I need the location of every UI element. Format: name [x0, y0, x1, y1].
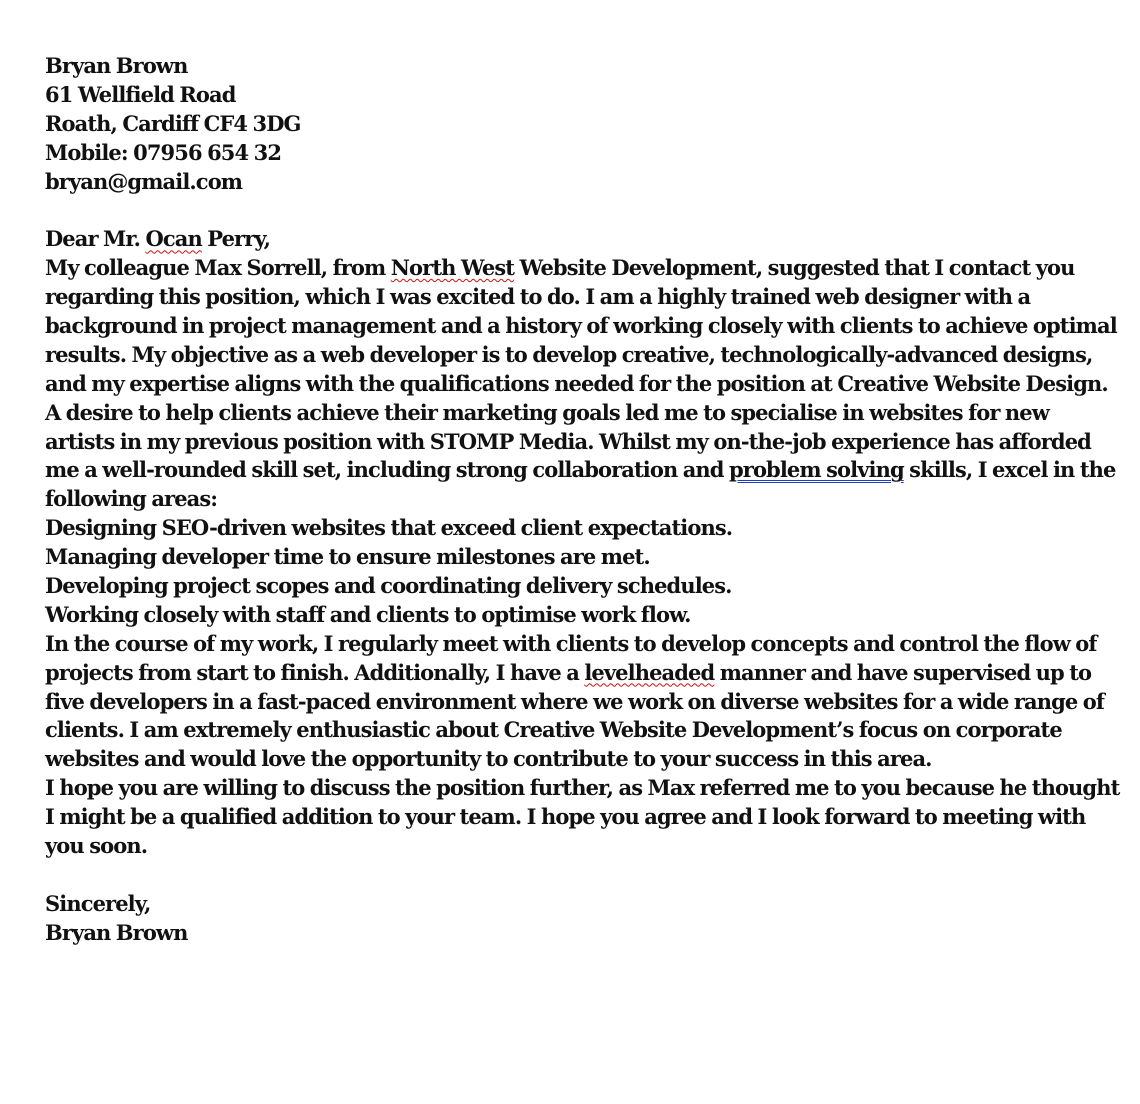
- blank-line: [45, 861, 1105, 890]
- blank-line: [45, 196, 1105, 225]
- sender-block: [45, 52, 1105, 196]
- sender-email: bryan@gmail.com: [45, 168, 243, 194]
- body-paragraph-2: [45, 399, 1116, 515]
- skills-list-item: Designing SEO-driven websites that exceed client expectations.: [45, 515, 733, 541]
- body-line: following areas:: [45, 486, 218, 512]
- closing-block: [45, 890, 1105, 948]
- body-line: I hope you are willing to discuss the position further, as Max referred me to you because he thought: [45, 775, 1120, 801]
- salutation: [45, 225, 1105, 254]
- body-text: Website Development, suggested that I contact you: [514, 255, 1075, 281]
- body-line: [45, 254, 1105, 283]
- body-text: skills, I excel in the: [903, 457, 1116, 483]
- salutation-suffix: Perry,: [201, 226, 271, 252]
- skills-list-item: Developing project scopes and coordinating delivery schedules.: [45, 573, 732, 599]
- body-line: [45, 659, 1105, 688]
- skills-list-item: Working closely with staff and clients to optimise work flow.: [45, 601, 691, 627]
- letter-document: [45, 52, 1120, 948]
- sender-address-line1: 61 Wellfield Road: [45, 81, 236, 107]
- body-text: manner and have supervised up to: [714, 659, 1092, 685]
- body-text: me a well-rounded skill set, including strong collaboration and: [45, 457, 729, 483]
- skills-list: [45, 514, 1105, 630]
- body-paragraph-1: [45, 254, 1117, 398]
- body-line: background in project management and a history of working closely with clients to achieve optimal: [45, 313, 1117, 339]
- spelling-flagged-word: Ocan: [145, 226, 202, 252]
- grammar-flagged-phrase: problem solving: [729, 457, 904, 483]
- body-line: I might be a qualified addition to your team. I hope you agree and I look forward to meeting with: [45, 804, 1086, 830]
- spelling-flagged-word: North West: [390, 255, 515, 281]
- salutation-prefix: Dear Mr.: [45, 226, 146, 252]
- body-line: In the course of my work, I regularly meet with clients to develop concepts and control the flow of: [45, 630, 1097, 656]
- body-line: clients. I am extremely enthusiastic about Creative Website Development’s focus on corporate: [45, 717, 1062, 743]
- body-paragraph-4: [45, 774, 1120, 861]
- valediction: Sincerely,: [45, 890, 151, 916]
- sender-address-line2: Roath, Cardiff CF4 3DG: [45, 110, 301, 136]
- sender-mobile: Mobile: 07956 654 32: [45, 139, 282, 165]
- body-line: five developers in a fast-paced environment where we work on diverse websites for a wide range of: [45, 688, 1104, 714]
- body-text: projects from start to finish. Additionally, I have a: [45, 659, 585, 685]
- body-text: My colleague Max Sorrell, from: [45, 255, 391, 281]
- signature-name: Bryan Brown: [45, 919, 188, 945]
- body-line: [45, 456, 1116, 485]
- body-paragraph-3: [45, 630, 1105, 774]
- skills-list-item: Managing developer time to ensure milestones are met.: [45, 544, 650, 570]
- body-line: A desire to help clients achieve their marketing goals led me to specialise in websites for new: [45, 399, 1049, 425]
- body-line: regarding this position, which I was excited to do. I am a highly trained web designer with a: [45, 284, 1031, 310]
- body-line: and my expertise aligns with the qualifications needed for the position at Creative Website Design.: [45, 370, 1108, 396]
- spelling-flagged-word: levelheaded: [584, 659, 715, 685]
- body-line: websites and would love the opportunity to contribute to your success in this area.: [45, 746, 932, 772]
- body-line: you soon.: [45, 833, 148, 859]
- body-line: results. My objective as a web developer is to develop creative, technologically-advanced designs,: [45, 341, 1093, 367]
- sender-name: Bryan Brown: [45, 53, 188, 78]
- body-line: artists in my previous position with STOMP Media. Whilst my on-the-job experience has afforded: [45, 428, 1091, 454]
